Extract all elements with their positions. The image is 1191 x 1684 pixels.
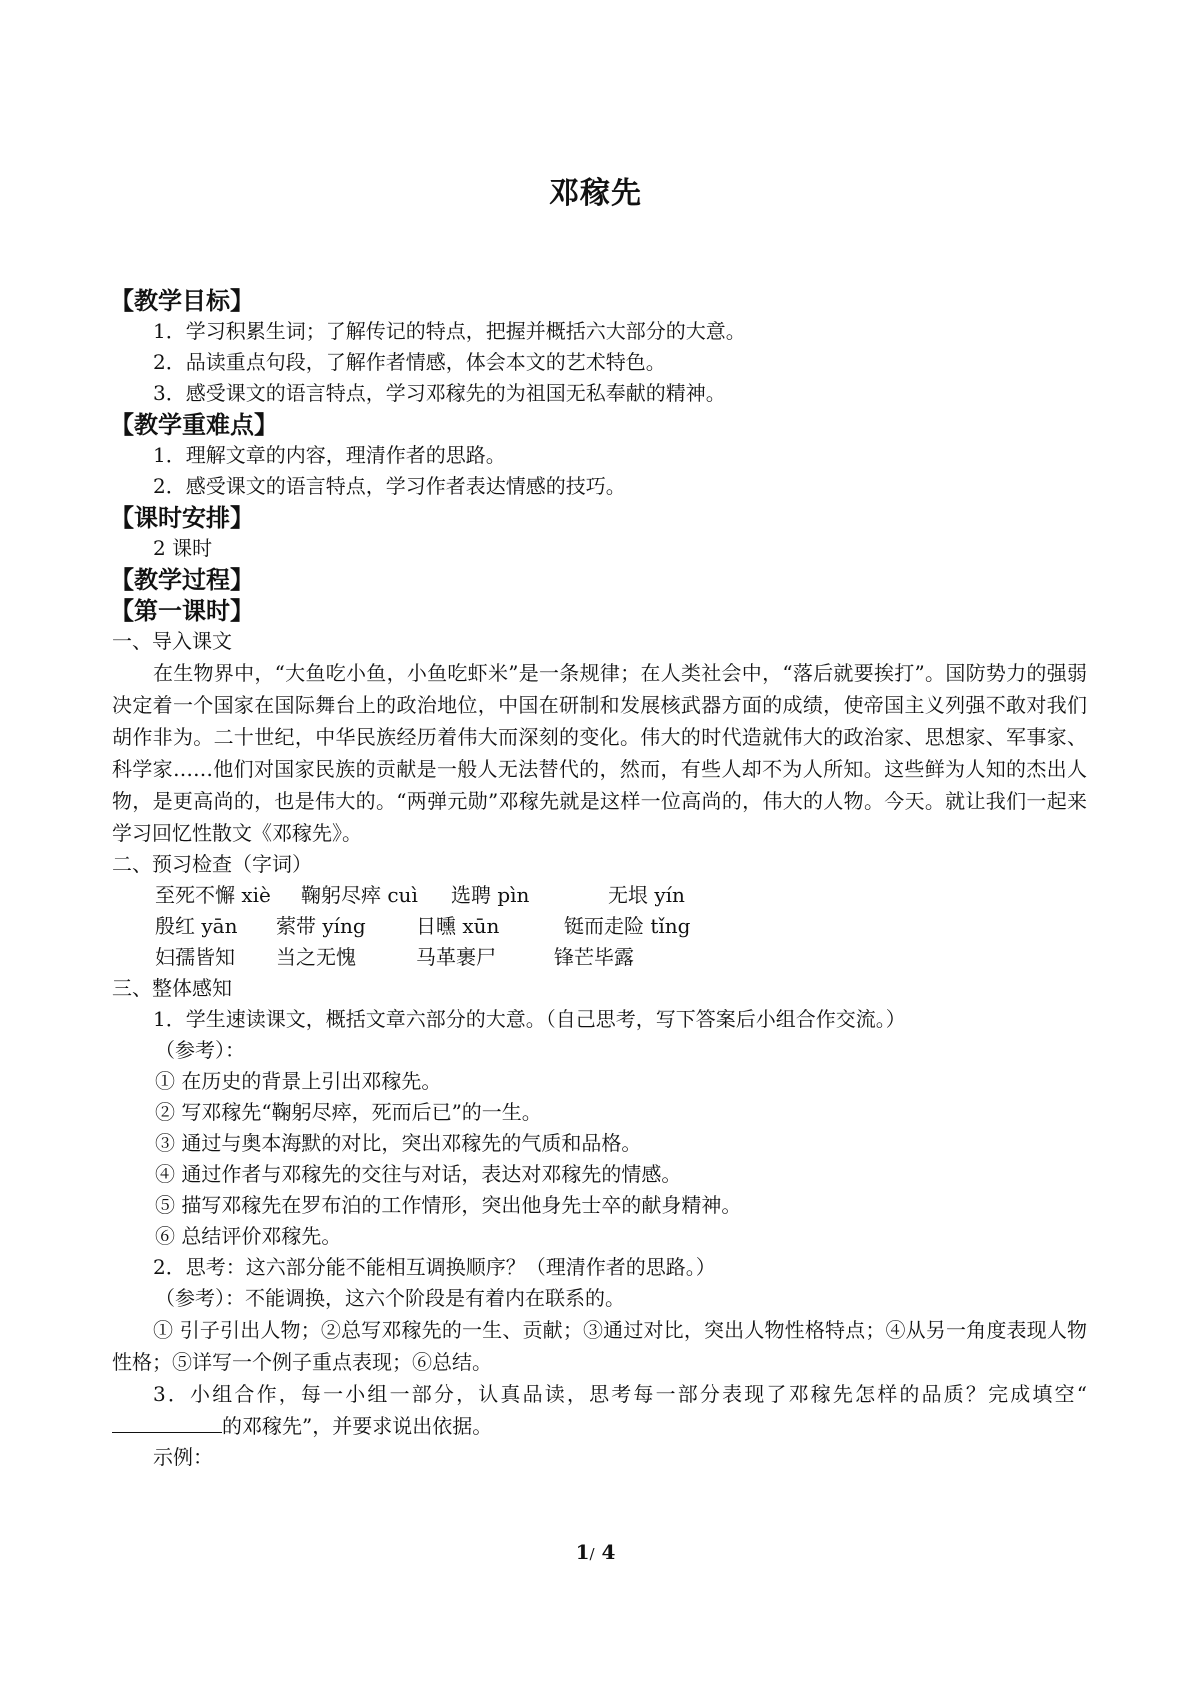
part3-heading: 三、整体感知	[112, 976, 232, 1000]
document-title: 邓稼先	[549, 176, 642, 211]
vocab-word: 铤而走险 tǐng	[564, 914, 691, 938]
summary-item: ③ 通过与奥本海默的对比，突出邓稼先的气质和品格。	[155, 1131, 642, 1155]
question-1: 1．学生速读课文，概括文章六部分的大意。（自己思考，写下答案后小组合作交流。）	[153, 1007, 906, 1031]
intro-paragraph: 在生物界中，“大鱼吃小鱼，小鱼吃虾米”是一条规律；在人类社会中，“落后就要挨打”。国防势力的强弱决定着一个国家在国际舞台上的政治地位，中国在研制和发展核武器方面的成绩，使帝国主义列强不敢对我们胡作非为。二十世纪，中华民族经历着伟大而深刻的变化。伟大的时代造就伟大的政治家、思想家、军事家、科学家……他们对国家民族的贡献是一般人无法替代的，然而，有些人却不为人所知。这些鲜为人知的杰出人物，是更高尚的，也是伟大的。“两弹元勋”邓稼先就是这样一位高尚的，伟大的人物。今天。就让我们一起来学习回忆性散文《邓稼先》。	[112, 661, 1087, 845]
summary-item: ⑤ 描写邓稼先在罗布泊的工作情形，突出他身先士卒的献身精神。	[155, 1193, 742, 1217]
section-heading-schedule: 【课时安排】	[110, 503, 254, 532]
summary-item: ② 写邓稼先“鞠躬尽瘁，死而后已”的一生。	[155, 1100, 542, 1124]
page-number	[0, 1540, 1191, 1564]
example-label: 示例：	[153, 1445, 213, 1469]
section-heading-first-lesson: 【第一课时】	[110, 596, 254, 625]
summary-item: ① 在历史的背景上引出邓稼先。	[155, 1069, 442, 1093]
question-3-text: 3．小组合作，每一小组一部分，认真品读，思考每一部分表现了邓稼先怎样的品质？完成填空“	[153, 1382, 1087, 1406]
vocab-word: 鞠躬尽瘁 cuì	[301, 883, 418, 907]
question-3	[112, 1378, 1087, 1442]
question-2-reference: （参考）：不能调换，这六个阶段是有着内在联系的。	[155, 1286, 625, 1310]
page-separator: /	[589, 1545, 595, 1563]
key-point-item: 1．理解文章的内容，理清作者的思路。	[153, 443, 506, 467]
vocab-word: 马革裹尸	[416, 945, 496, 969]
question-2: 2．思考：这六部分能不能相互调换顺序？（理清作者的思路。）	[153, 1255, 716, 1279]
question-3-text-end: 的邓稼先”，并要求说出依据。	[222, 1414, 493, 1438]
question-1-reference: （参考）：	[155, 1038, 245, 1062]
fill-in-blank	[112, 1412, 222, 1433]
section-heading-key-points: 【教学重难点】	[110, 410, 278, 439]
vocab-word: 至死不懈 xiè	[155, 883, 271, 907]
part2-heading: 二、预习检查（字词）	[112, 852, 312, 876]
vocab-row	[112, 942, 1087, 973]
total-pages: 4	[601, 1540, 616, 1564]
vocab-word: 选聘 pìn	[451, 883, 530, 907]
goal-item: 2．品读重点句段，了解作者情感，体会本文的艺术特色。	[153, 350, 666, 374]
goal-item: 3．感受课文的语言特点，学习邓稼先的为祖国无私奉献的精神。	[153, 381, 726, 405]
summary-item: ④ 通过作者与邓稼先的交往与对话，表达对邓稼先的情感。	[155, 1162, 682, 1186]
vocab-word: 妇孺皆知	[155, 945, 235, 969]
schedule-text: 2 课时	[153, 536, 213, 560]
structure-paragraph: ① 引子引出人物；②总写邓稼先的一生、贡献；③通过对比，突出人物性格特点；④从另一角度表现人物性格；⑤详写一个例子重点表现；⑥总结。	[112, 1318, 1087, 1374]
vocab-word: 当之无愧	[276, 945, 356, 969]
vocab-row	[112, 911, 1087, 942]
goal-item: 1．学习积累生词；了解传记的特点，把握并概括六大部分的大意。	[153, 319, 746, 343]
section-heading-goals: 【教学目标】	[110, 286, 254, 315]
vocab-word: 锋芒毕露	[554, 945, 634, 969]
vocab-word: 无垠 yín	[608, 883, 685, 907]
summary-item: ⑥ 总结评价邓稼先。	[155, 1224, 342, 1248]
part1-heading: 一、导入课文	[112, 629, 232, 653]
current-page: 1	[575, 1540, 590, 1564]
key-point-item: 2．感受课文的语言特点，学习作者表达情感的技巧。	[153, 474, 626, 498]
vocab-word: 萦带 yíng	[276, 914, 366, 938]
document-body	[112, 285, 1087, 1473]
vocab-word: 日曛 xūn	[416, 914, 500, 938]
vocab-row	[112, 880, 1087, 911]
section-heading-process: 【教学过程】	[110, 565, 254, 594]
vocab-word: 殷红 yān	[155, 914, 238, 938]
